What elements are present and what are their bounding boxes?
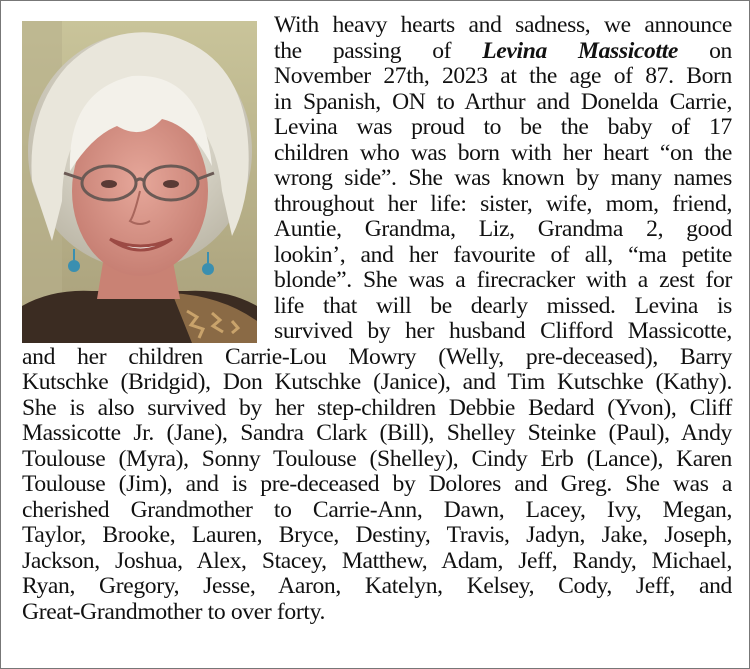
text-line: With heavy hearts and sadness, we announce <box>274 12 732 38</box>
text-line: in Spanish, ON to Arthur and Donelda Carrie, <box>274 88 732 115</box>
text-line: throughout her life: sister, wife, mom, friend, <box>274 190 732 217</box>
portrait-photo <box>22 21 257 343</box>
text-line: Levina was proud to be the baby of 17 <box>274 114 732 140</box>
text-line: and her children Carrie-Lou Mowry (Welly, pre-deceased), Barry <box>22 343 732 370</box>
text-line: Massicotte Jr. (Jane), Sandra Clark (Bill), Shelley Steinke (Paul), Andy <box>22 420 732 446</box>
text-line: Toulouse (Myra), Sonny Toulouse (Shelley), Cindy Erb (Lance), Karen <box>22 445 732 472</box>
text-line: She is also survived by her step-children Debbie Bedard (Yvon), Cliff <box>22 394 732 421</box>
text-line: November 27th, 2023 at the age of 87. Born <box>274 63 732 89</box>
text-segment: on <box>709 37 732 64</box>
text-line-name <box>274 39 732 65</box>
text-line: cherished Grandmother to Carrie-Ann, Dawn, Lacey, Ivy, Megan, <box>22 496 732 523</box>
text-line: Ryan, Gregory, Jesse, Aaron, Katelyn, Kelsey, Cody, Jeff, and <box>22 573 732 599</box>
text-line: life that will be dearly missed. Levina is <box>274 292 732 319</box>
text-line: Great-Grandmother to over forty. <box>22 598 326 625</box>
text-line: survived by her husband Clifford Massicotte, <box>274 318 732 344</box>
text-line: lookin’, and her favourite of all, “ma petite <box>274 241 732 268</box>
text-segment: the passing of <box>274 37 452 64</box>
text-line: Auntie, Grandma, Liz, Grandma 2, good <box>274 216 732 242</box>
text-line: wrong side”. She was known by many names <box>274 165 732 191</box>
text-line: Toulouse (Jim), and is pre-deceased by Dolores and Greg. She was a <box>22 471 732 497</box>
deceased-name: Levina Massicotte <box>482 37 679 64</box>
text-line: Taylor, Brooke, Lauren, Bryce, Destiny, Travis, Jadyn, Jake, Joseph, <box>22 522 732 548</box>
text-line: blonde”. She was a firecracker with a zest for <box>274 267 732 293</box>
text-line: Jackson, Joshua, Alex, Stacey, Matthew, Adam, Jeff, Randy, Michael, <box>22 547 732 574</box>
text-line: children who was born with her heart “on the <box>274 139 732 166</box>
text-line: Kutschke (Bridgid), Don Kutschke (Janice), and Tim Kutschke (Kathy). <box>22 369 732 395</box>
portrait-elderly-woman-icon <box>22 21 257 343</box>
